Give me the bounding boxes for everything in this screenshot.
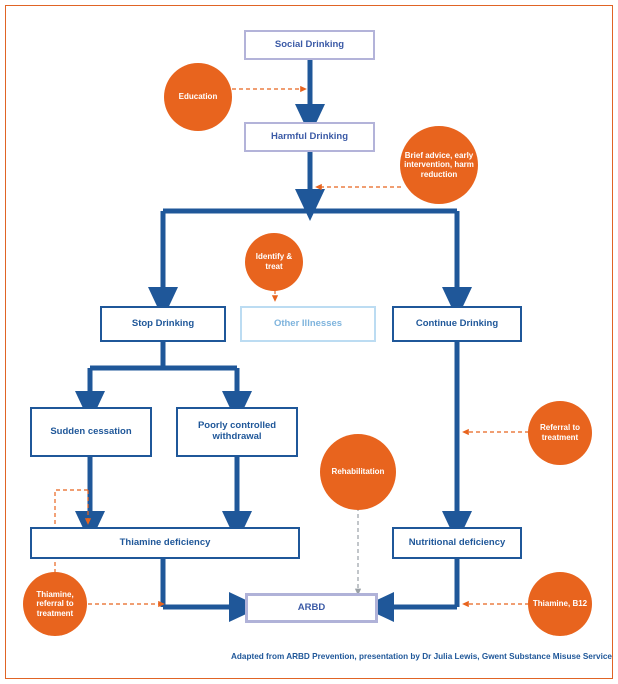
circle-thiamine-referral-label: Thiamine, referral to treatment [36, 589, 74, 618]
node-other-illnesses-label: Other Illnesses [273, 317, 343, 329]
circle-education[interactable] [164, 63, 232, 131]
node-sudden-cessation[interactable] [30, 407, 152, 457]
circle-identify-treat-label: Identify & treat [255, 252, 293, 271]
node-stop-drinking-label: Stop Drinking [131, 317, 195, 329]
node-social-drinking-label: Social Drinking [274, 38, 345, 50]
circle-thiamine-b12-label: Thiamine, B12 [532, 599, 588, 609]
circle-identify-treat[interactable] [245, 233, 303, 291]
page-border [5, 5, 613, 679]
node-sudden-cessation-label: Sudden cessation [50, 425, 132, 437]
circle-rehabilitation[interactable] [320, 434, 396, 510]
diagram-caption: Adapted from ARBD Prevention, presentation by Dr Julia Lewis, Gwent Substance Misuse Service [231, 652, 612, 661]
node-harmful-drinking-label: Harmful Drinking [270, 130, 349, 142]
node-continue-drinking[interactable] [392, 306, 522, 342]
node-arbd-label: ARBD [297, 601, 326, 613]
circle-thiamine-referral[interactable] [23, 572, 87, 636]
circle-referral-to-treatment[interactable] [528, 401, 592, 465]
node-nutritional-deficiency-label: Nutritional deficiency [408, 536, 506, 548]
node-harmful-drinking[interactable] [244, 122, 375, 152]
circle-rehabilitation-label: Rehabilitation [331, 467, 385, 477]
circle-brief-advice-label: Brief advice, early intervention, harm reduction [404, 150, 474, 179]
node-social-drinking[interactable] [244, 30, 375, 60]
circle-thiamine-b12[interactable] [528, 572, 592, 636]
node-thiamine-deficiency-label: Thiamine deficiency [119, 536, 211, 548]
node-thiamine-deficiency[interactable] [30, 527, 300, 559]
node-poorly-controlled-withdrawal-label: Poorly controlled withdrawal [197, 420, 277, 442]
node-continue-drinking-label: Continue Drinking [415, 317, 499, 329]
circle-referral-to-treatment-label: Referral to treatment [539, 423, 580, 442]
node-poorly-controlled-withdrawal[interactable] [176, 407, 298, 457]
node-nutritional-deficiency[interactable] [392, 527, 522, 559]
circle-brief-advice[interactable] [400, 126, 478, 204]
circle-education-label: Education [178, 92, 218, 102]
node-other-illnesses[interactable] [240, 306, 376, 342]
node-arbd[interactable] [245, 593, 378, 623]
node-stop-drinking[interactable] [100, 306, 226, 342]
